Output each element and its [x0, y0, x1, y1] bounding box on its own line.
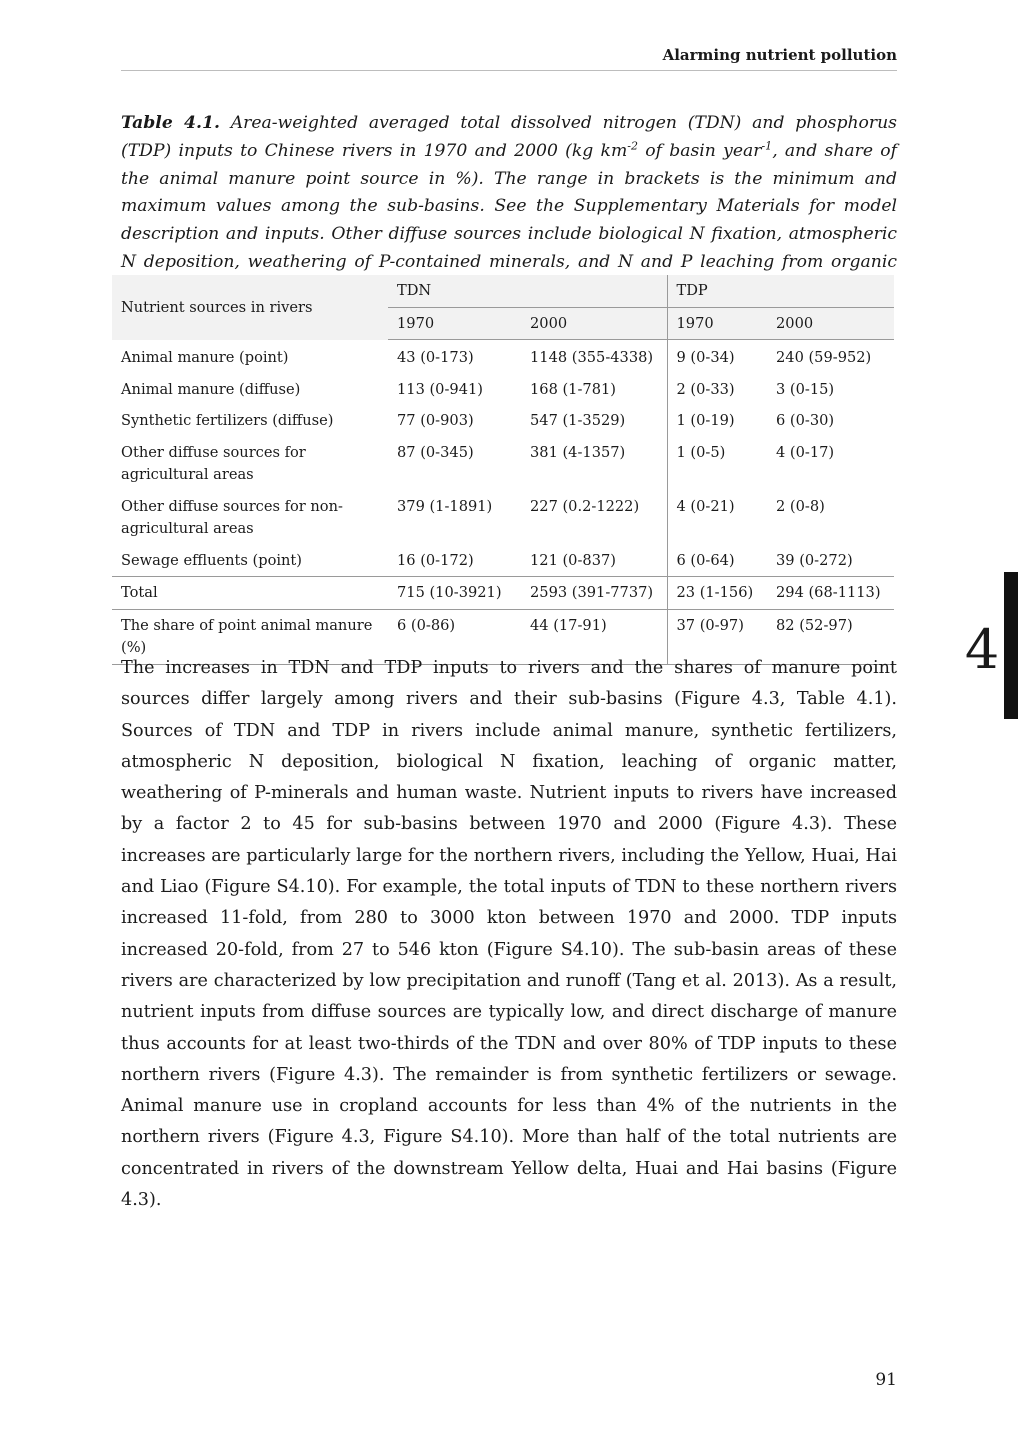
table-label: Table 4.1.	[121, 113, 220, 133]
table-cell: 2 (0-8)	[776, 497, 825, 515]
table-cell: 2593 (391-7737)	[521, 577, 667, 610]
table-cell: 4 (0-17)	[776, 443, 835, 461]
table-cell: 168 (1-781)	[530, 380, 616, 398]
table-row	[112, 437, 894, 491]
page-number: 91	[875, 1370, 897, 1390]
row-label: Total	[112, 577, 388, 610]
year-header-tdp-2000: 2000	[767, 307, 894, 340]
row-label: The share of point animal manure (%)	[112, 609, 388, 664]
group-header-tdn: TDN	[388, 275, 667, 307]
row-label: Sewage effluents (point)	[121, 551, 302, 569]
body-paragraph: The increases in TDN and TDP inputs to rivers and the shares of manure point sources differ largely among rivers and their sub-basins (Figure 4.3, Table 4.1). Sources of TDN and TDP in rivers include animal manure, synthetic fertilizers, atmospheric N deposition, biological N fixation, leaching of organic matter, weathering of P-minerals and human waste. Nutrient inputs to rivers have increased by a factor 2 to 45 for sub-basins between 1970 and 2000 (Figure 4.3). These increases are particularly large for the northern rivers, including the Yellow, Huai, Hai and Liao (Figure S4.10). For example, the total inputs of TDN to these northern rivers increased 11-fold, from 280 to 3000 kton between 1970 and 2000. TDP inputs increased 20-fold, from 27 to 546 kton (Figure S4.10). The sub-basin areas of these rivers are characterized by low precipitation and runoff (Tang et al. 2013). As a result, nutrient inputs from diffuse sources are typically low, and direct discharge of manure thus accounts for at least two-thirds of the TDN and over 80% of TDP inputs to these northern rivers (Figure 4.3). The remainder is from synthetic fertilizers or sewage. Animal manure use in cropland accounts for less than 4% of the nutrients in the northern rivers (Figure 4.3, Figure S4.10). More than half of the total nutrients are concentrated in rivers of the downstream Yellow delta, Huai and Hai basins (Figure 4.3).	[121, 658, 897, 1211]
table-row	[112, 374, 894, 406]
year-header-tdp-1970: 1970	[667, 307, 767, 340]
table-row	[112, 491, 894, 545]
table-cell: 43 (0-173)	[397, 349, 474, 366]
caption-text-1: Area-weighted averaged total dissolved nitrogen (TDN) and phosphorus (TDP) inputs to Chinese rivers in 1970 and 2000 (kg km	[121, 113, 897, 161]
year-header-tdn-1970: 1970	[388, 307, 521, 340]
table-cell: 16 (0-172)	[397, 551, 474, 569]
row-header: Nutrient sources in rivers	[112, 275, 388, 340]
caption-text-2: of basin year	[637, 140, 762, 161]
table-cell: 715 (10-3921)	[388, 577, 521, 610]
table-cell: 87 (0-345)	[397, 443, 474, 461]
row-label: Other diffuse sources for non-agricultural areas	[121, 497, 343, 537]
row-label: Animal manure (diffuse)	[121, 380, 301, 398]
table-cell: 77 (0-903)	[397, 412, 474, 429]
table-cell: 6 (0-30)	[776, 412, 835, 429]
table-cell: 1 (0-19)	[667, 405, 767, 437]
table-cell: 227 (0.2-1222)	[530, 497, 640, 515]
year-header-tdn-2000: 2000	[521, 307, 667, 340]
table-cell: 9 (0-34)	[667, 340, 767, 374]
group-header-tdp: TDP	[667, 275, 894, 307]
table-cell: 1148 (355-4338)	[530, 349, 654, 366]
table-cell: 6 (0-86)	[388, 609, 521, 664]
table-header-row-groups	[112, 275, 894, 307]
chapter-tab-marker	[1004, 572, 1018, 719]
table-cell: 381 (4-1357)	[530, 443, 626, 461]
nutrient-table	[112, 275, 894, 665]
table-cell: 37 (0-97)	[667, 609, 767, 664]
table-cell: 113 (0-941)	[397, 380, 483, 398]
table-cell: 4 (0-21)	[667, 491, 767, 545]
row-label: Other diffuse sources for agricultural areas	[121, 443, 306, 483]
chapter-number: 4	[964, 618, 1000, 681]
table-cell: 3 (0-15)	[776, 380, 835, 398]
table-row	[112, 405, 894, 437]
table-cell: 2 (0-33)	[667, 374, 767, 406]
table-cell: 294 (68-1113)	[767, 577, 894, 610]
table-cell: 121 (0-837)	[530, 551, 616, 569]
caption-sup-1: -2	[627, 139, 638, 153]
row-label: Synthetic fertilizers (diffuse)	[121, 412, 334, 429]
table-cell: 240 (59-952)	[776, 349, 872, 366]
table-cell: 44 (17-91)	[521, 609, 667, 664]
table-cell: 82 (52-97)	[767, 609, 894, 664]
table-cell: 6 (0-64)	[667, 545, 767, 577]
caption-text-3: , and share of the animal manure point source in %). The range in brackets is the minimum and maximum values among the sub-basins. See the Supplementary Materials for model description and inputs. Other diffuse sources include biological N fixation, atmospheric N deposition, weathering of P-contained minerals, and N and P leaching from organic	[121, 140, 897, 272]
table-cell: 547 (1-3529)	[530, 412, 626, 429]
table-cell: 1 (0-5)	[667, 437, 767, 491]
table-row-total	[112, 577, 894, 610]
row-label: Animal manure (point)	[121, 348, 289, 366]
table-row	[112, 545, 894, 577]
table-cell: 23 (1-156)	[667, 577, 767, 610]
table-row	[112, 340, 894, 374]
caption-sup-2: -1	[761, 139, 773, 153]
table-cell: 379 (1-1891)	[397, 497, 493, 515]
table-cell: 39 (0-272)	[776, 551, 853, 569]
running-header: Alarming nutrient pollution	[121, 46, 897, 71]
